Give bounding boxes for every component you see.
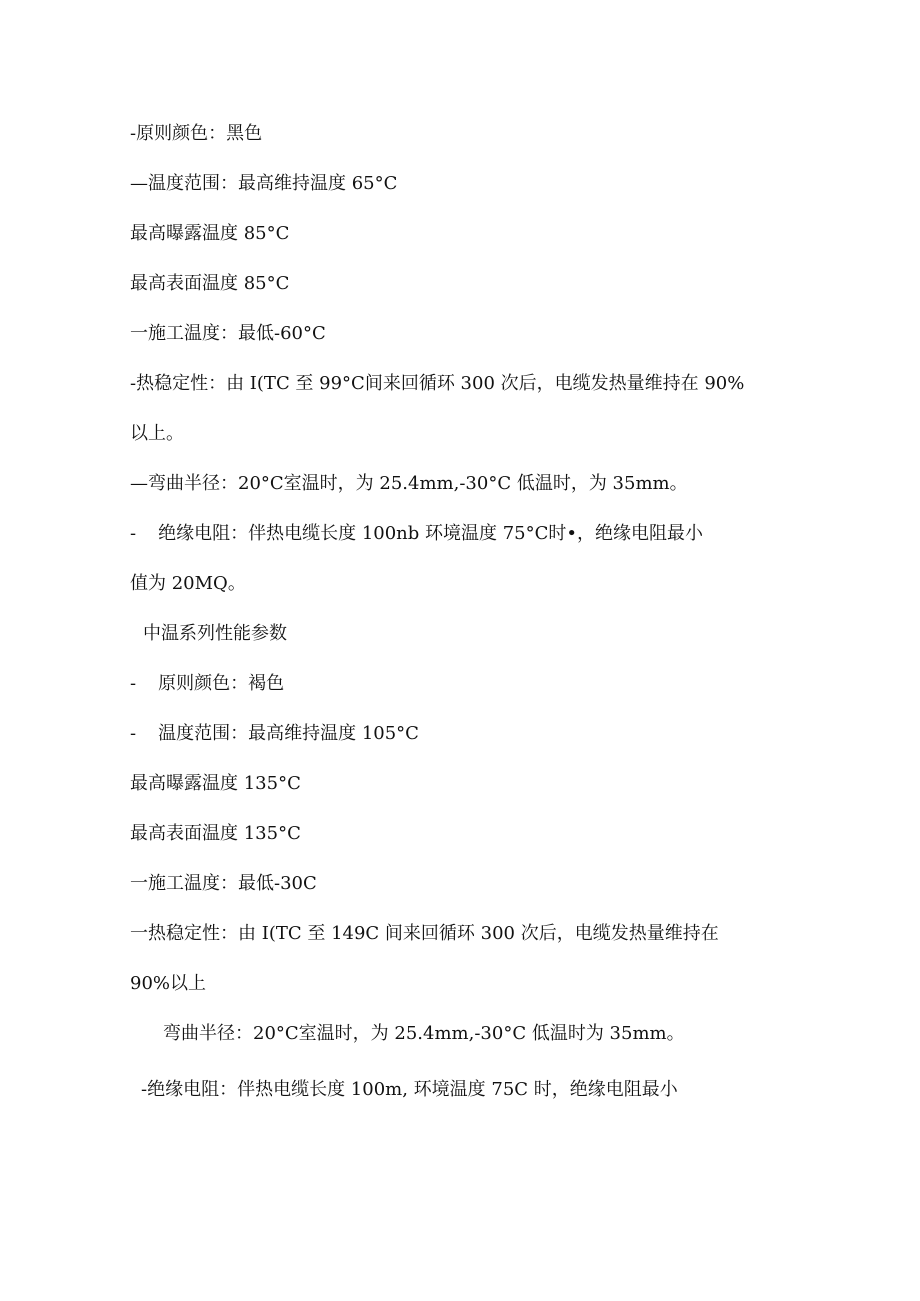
line-bend-radius-medium: 弯曲半径：20°C室温时，为 25.4mm,-30°C 低温时为 35mm。 [163,1023,685,1044]
line-max-surface-85: 最高表面温度 85°C [130,273,290,294]
list-dash: - [130,723,137,744]
line-thermal-stability-cont: 以上。 [130,423,184,444]
line-max-exposure-85: 最高曝露温度 85°C [130,223,290,244]
line-standard-color-brown [130,672,284,696]
line-standard-color-black: -原则颜色：黑色 [130,123,263,144]
line-insulation-value: 值为 20MQ。 [130,573,246,594]
line-insulation-resistance-medium: -绝缘电阻：伴热电缆长度 100m, 环境温度 75C 时，绝缘电阻最小 [141,1079,678,1100]
line-thermal-stability-99: -热稳定性：由 I(TC 至 99°C间来回循环 300 次后，电缆发热量维持在 90% [130,373,745,394]
line-max-surface-135: 最高表面温度 135°C [130,823,301,844]
line-thermal-stability-90: 90%以上 [130,973,207,994]
line-max-exposure-135: 最高曝露温度 135°C [130,773,301,794]
line-install-temp-minus60: 一施工温度：最低-60°C [130,323,326,344]
line-text: 绝缘电阻：伴热电缆长度 100nb 环境温度 75°C时•，绝缘电阻最小 [158,523,704,544]
line-install-temp-minus30: 一施工温度：最低-30C [130,873,317,894]
section-heading-medium-temp: 中温系列性能参数 [143,623,287,644]
line-thermal-stability-149: 一热稳定性：由 I(TC 至 149C 间来回循环 300 次后，电缆发热量维持在 [130,923,719,944]
line-temperature-range-65: —温度范围：最高维持温度 65°C [130,173,398,194]
line-text: 温度范围：最高维持温度 105°C [158,723,419,744]
line-temperature-range-105 [130,722,419,746]
list-dash: - [130,523,137,544]
line-bend-radius: —弯曲半径：20°C室温时，为 25.4mm,-30°C 低温时，为 35mm。 [130,473,688,494]
list-dash: - [130,673,137,694]
line-text: 原则颜色：褐色 [158,673,285,694]
line-insulation-resistance [130,522,703,546]
